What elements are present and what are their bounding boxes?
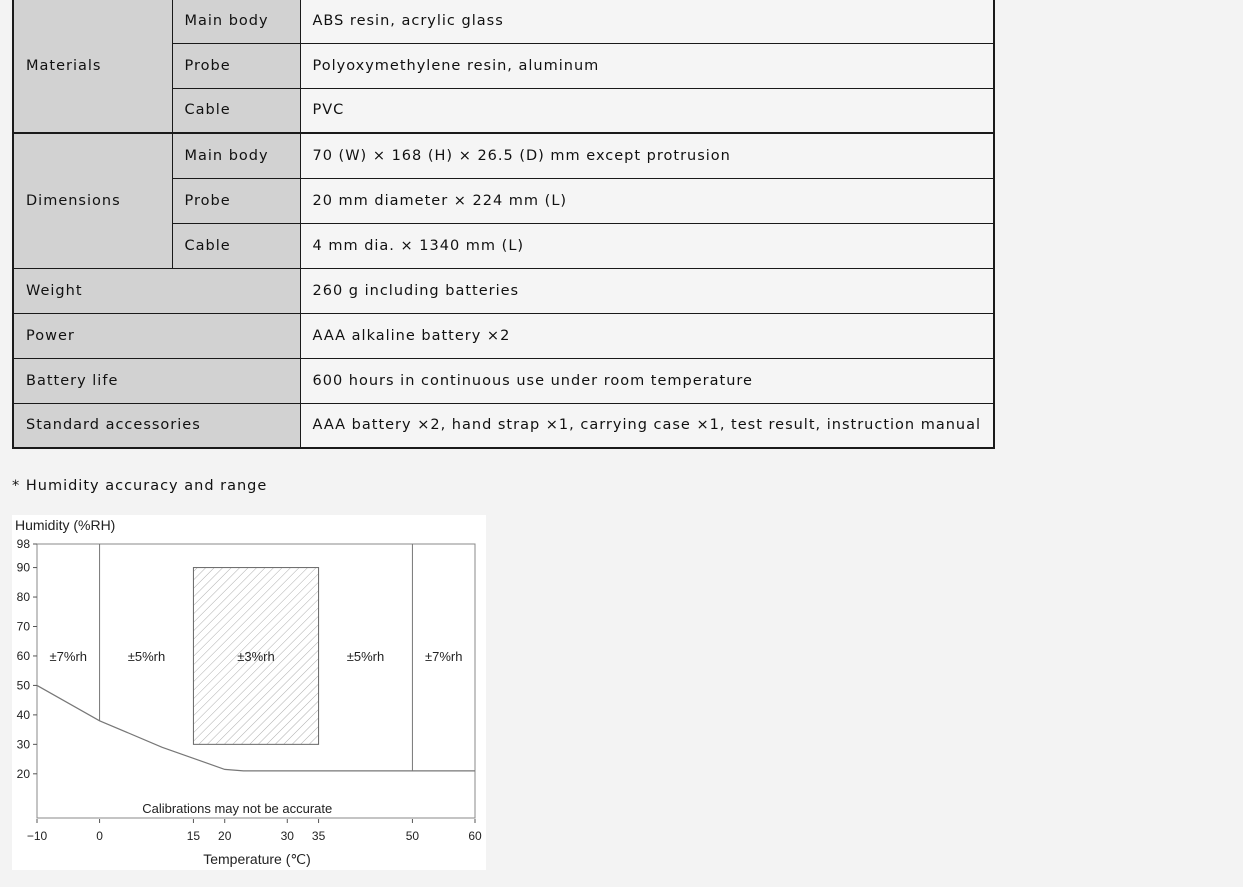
x-tick-label-20: 20: [218, 829, 232, 843]
region-label-3: ±5%rh: [346, 648, 385, 664]
accessories-row: [13, 403, 994, 448]
y-tick-label-80: 80: [16, 590, 30, 605]
materials-cable-label: Cable: [172, 88, 300, 133]
humidity-accuracy-chart: [12, 515, 486, 870]
power-value: AAA alkaline battery ×2: [300, 313, 994, 358]
dimensions-cable-label: Cable: [172, 223, 300, 268]
x-axis-title: Temperature (℃): [203, 851, 311, 867]
materials-main-body-label: Main body: [172, 0, 300, 43]
accessories-value: AAA battery ×2, hand strap ×1, carrying case ×1, test result, instruction manual: [300, 403, 994, 448]
x-tick-label-50: 50: [405, 829, 420, 843]
battery-life-label: Battery life: [13, 358, 300, 403]
weight-value: 260 g including batteries: [300, 268, 994, 313]
x-tick-label-60: 60: [468, 829, 482, 843]
dimensions-probe-label: Probe: [172, 178, 300, 223]
humidity-footnote: * Humidity accuracy and range: [12, 478, 268, 494]
power-label: Power: [13, 313, 300, 358]
materials-cable-value: PVC: [300, 88, 994, 133]
y-tick-label-50: 50: [16, 678, 30, 693]
region-label-2: ±3%rh: [237, 648, 275, 664]
power-row: [13, 313, 994, 358]
dimensions-cable-value: 4 mm dia. × 1340 mm (L): [300, 223, 994, 268]
region-label-4: ±7%rh: [424, 648, 463, 664]
materials-label: Materials: [13, 0, 172, 133]
y-tick-label-20: 20: [16, 766, 30, 781]
calibration-note: Calibrations may not be accurate: [142, 801, 333, 816]
dimensions-main-body-value: 70 (W) × 168 (H) × 26.5 (D) mm except protrusion: [300, 133, 994, 178]
chart-svg: [12, 515, 486, 870]
y-tick-label-98: 98: [16, 537, 30, 551]
materials-probe-label: Probe: [172, 43, 300, 88]
dimensions-probe-value: 20 mm diameter × 224 mm (L): [300, 178, 994, 223]
y-tick-label-30: 30: [16, 737, 30, 752]
battery-life-row: [13, 358, 994, 403]
x-tick-label-35: 35: [311, 829, 326, 843]
y-tick-label-90: 90: [16, 560, 30, 575]
weight-label: Weight: [13, 268, 300, 313]
y-tick-label-60: 60: [16, 648, 30, 663]
region-label-0: ±7%rh: [49, 648, 88, 664]
materials-row-main-body: [13, 0, 994, 43]
x-tick-label-15: 15: [186, 829, 201, 843]
materials-probe-value: Polyoxymethylene resin, aluminum: [300, 43, 994, 88]
accessories-label: Standard accessories: [13, 403, 300, 448]
weight-row: [13, 268, 994, 313]
x-tick-label-0: 0: [96, 829, 103, 843]
region-label-1: ±5%rh: [127, 648, 166, 664]
y-tick-label-70: 70: [16, 619, 30, 634]
x-tick-label--10: −10: [26, 829, 48, 843]
materials-main-body-value: ABS resin, acrylic glass: [300, 0, 994, 43]
dimensions-main-body-label: Main body: [172, 133, 300, 178]
y-axis-title: Humidity (%RH): [15, 517, 116, 533]
dimensions-row-main-body: [13, 133, 994, 178]
dimensions-label: Dimensions: [13, 133, 172, 268]
y-tick-label-40: 40: [16, 707, 30, 722]
spec-table: [12, 0, 995, 449]
x-tick-label-30: 30: [280, 829, 294, 843]
battery-life-value: 600 hours in continuous use under room temperature: [300, 358, 994, 403]
